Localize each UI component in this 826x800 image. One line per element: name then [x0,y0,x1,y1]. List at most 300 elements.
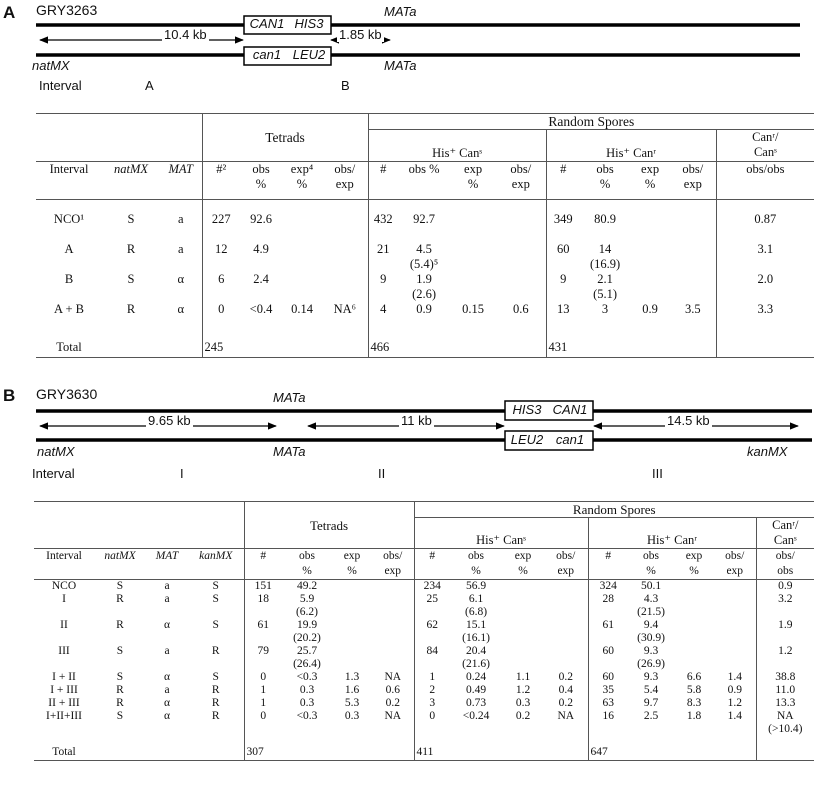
row-r-num: 60 [546,242,580,272]
row-natmx-b: S [116,580,124,592]
row-t-obs-b [282,593,332,619]
row-s-oe-b [544,580,588,594]
col-r-exp-b: exp % [674,549,714,580]
row-r-oe [670,200,716,242]
panel-a-head-random-spores: Random Spores [368,114,814,130]
row-natmx-b: S [116,671,124,683]
row-s-exp [450,272,496,302]
row-t-num-b: 61 [244,619,282,645]
panel-a-head-tetrads: Tetrads [202,114,368,162]
row-s-num: 9 [368,272,398,302]
row-t-oe-b [372,580,414,594]
row-t-exp-b [332,645,372,671]
panel-b-mat-bottom: MATa [273,444,306,459]
row-s-obs-b-value: 0.24 [465,671,487,683]
row-r-obs-value: 80.9 [594,212,616,226]
row-mat-b: a [164,593,170,605]
row-t-exp [282,200,322,242]
row-r-obs-value: 14 [598,241,612,256]
gene-leu2-label: LEU2 [292,47,326,62]
row-t-num-b: 1 [244,684,282,697]
row-t-obs: 2.4 [253,271,269,286]
panel-a-table-row [36,302,814,332]
col-t-num: #² [202,162,240,200]
panel-b-interval-ii: II [378,466,386,481]
row-t-num: 6 [202,272,240,302]
row-natmx: R [126,301,136,316]
panel-b-strain: GRY3630 [36,386,98,402]
col-r-num-b: # [588,549,628,580]
row-s-oe-b: 0.2 [558,671,573,683]
panel-a-table-row [36,242,814,272]
panel-b-head-tetrads: Tetrads [244,502,414,549]
total-label: Total [36,332,102,358]
row-mat-b: a [164,580,170,592]
col-s-exp-b: exp % [502,549,544,580]
gene-can1-label: CAN1 [249,16,285,31]
panel-a-total-row [36,332,814,358]
panel-a-head-ratio: Canʳ/ Canˢ [716,130,814,162]
panel-b-interval-label: Interval [32,466,75,481]
panel-a-mat-top: MATa [384,4,417,19]
row-r-num: 349 [546,200,580,242]
gene-can1-b-label: CAN1 [552,402,588,417]
row-s-exp: 0.15 [462,301,484,316]
row-s-num-b: 84 [414,645,450,671]
row-mat: α [177,271,185,286]
row-s-num: 432 [368,200,398,242]
panel-b-interval-iii: III [652,466,663,481]
row-r-num-b: 60 [588,645,628,671]
row-t-num-b: 151 [244,580,282,594]
row-ratio-b [756,684,814,697]
gene-can1-mut-b-label: can1 [555,432,585,447]
row-ratio-b [756,580,814,594]
total-his-cans-b: 411 [414,736,450,760]
row-t-num-b: 1 [244,697,282,710]
row-s-obs [398,200,450,242]
col-t-obs-b: obs % [282,549,332,580]
panel-b-table-row [34,593,814,619]
row-t-obs-b-extra: (20.2) [293,632,321,644]
row-r-obs [580,302,630,332]
row-s-oe-b: 0.2 [558,697,573,709]
row-t-oe-b: NA [384,671,402,683]
row-r-obs-b-value: 50.1 [640,580,662,592]
row-kanmx-b: R [211,710,220,722]
col-t-exp-b: exp % [332,549,372,580]
row-natmx-b: R [116,697,124,709]
row-r-oe-b [714,645,756,671]
row-s-obs-extra: (2.6) [412,286,437,301]
panel-a-header-row-1 [36,114,814,130]
row-s-obs-b-extra: (16.1) [462,632,490,644]
panel-b-column-head-row [34,549,814,580]
col-s-oe-b: obs/ exp [544,549,588,580]
row-r-obs-b-value: 9.3 [643,671,659,683]
row-mat-b: a [164,645,170,657]
total-his-canr: 431 [546,332,580,358]
col-s-obs-b: obs % [450,549,502,580]
row-s-obs-b [450,580,502,594]
row-r-obs-b-value: 9.4 [643,619,659,631]
col-t-obs: obs % [240,162,282,200]
panel-b-table-row [34,710,814,736]
row-s-num-b: 1 [414,671,450,684]
row-t-obs-b-value: 25.7 [296,645,318,657]
row-r-obs-extra: (16.9) [589,256,621,271]
row-t-obs-b-value: 19.9 [296,619,318,631]
row-t-obs-b [282,580,332,594]
row-s-exp-b: 1.2 [515,684,531,696]
row-r-obs-b-value: 9.7 [643,697,659,709]
panel-a-letter: A [3,3,16,22]
row-ratio-b-value: 13.3 [775,697,796,709]
panel-a-header-row-2 [36,130,814,162]
gene-can1-mut-label: can1 [252,47,282,62]
row-t-num: 227 [202,200,240,242]
row-t-oe-b: 0.6 [385,684,400,696]
row-ratio [716,302,814,332]
gene-his3-b-label: HIS3 [512,402,542,417]
panel-b-table-row [34,697,814,710]
row-r-oe-b: 1.4 [727,671,742,683]
row-t-num-b: 0 [244,710,282,736]
row-s-oe-b: NA [557,710,575,722]
row-r-num-b: 60 [588,671,628,684]
row-s-obs-b [450,645,502,671]
row-t-exp-b [332,619,372,645]
row-s-exp [450,242,496,272]
panel-b-table-row [34,671,814,684]
row-mat-b: α [163,710,171,722]
row-s-exp-b [502,593,544,619]
row-r-exp [630,242,670,272]
row-t-obs-b-value: <0.3 [296,671,318,683]
row-mat-b: α [163,671,171,683]
row-t-num-b: 0 [244,671,282,684]
row-s-num-b: 3 [414,697,450,710]
row-t-exp-b: 1.6 [344,684,360,696]
row-kanmx-b: R [211,684,220,696]
total-his-canr-b: 647 [588,736,628,760]
row-t-obs-b-value: 0.3 [299,697,315,709]
row-kanmx-b: R [211,697,220,709]
row-r-num-b: 61 [588,619,628,645]
panel-b-head-his-canr: His⁺ Canʳ [588,518,756,549]
row-interval-b: I [62,593,66,605]
row-interval-b: I + II [52,671,76,683]
row-s-oe [496,242,546,272]
col-mat-b: MAT [146,549,188,580]
row-ratio [716,200,814,242]
col-natmx-b: natMX [94,549,146,580]
row-t-exp-b [332,580,372,594]
row-s-exp-b: 0.2 [515,710,531,722]
row-interval-b: II + III [48,697,80,709]
row-s-num-b: 2 [414,684,450,697]
panel-b-table [34,501,814,761]
row-r-exp-b [674,645,714,671]
row-t-obs-b [282,697,332,710]
row-t-exp [282,242,322,272]
row-ratio [716,242,814,272]
row-r-exp-b [674,580,714,594]
row-r-num-b: 28 [588,593,628,619]
row-interval-b: III [58,645,70,657]
panel-a-interval-label: Interval [39,78,82,93]
row-r-num-b: 35 [588,684,628,697]
row-interval: B [64,271,74,286]
col-natmx: natMX [102,162,160,200]
col-r-obs: obs % [580,162,630,200]
row-s-exp-b: 0.3 [515,697,531,709]
row-s-num-b: 234 [414,580,450,594]
row-ratio-b-value: 11.0 [775,684,796,696]
row-s-obs-b-value: 0.73 [465,697,487,709]
panel-b-header-row-2 [34,518,814,549]
row-ratio-b [756,645,814,671]
row-s-obs-b [450,671,502,684]
row-interval-b: I+II+III [46,710,82,722]
panel-b-total-row [34,736,814,760]
row-t-exp-b: 1.3 [344,671,360,683]
panel-a-strain: GRY3263 [36,2,98,18]
row-r-obs-b-value: 9.3 [643,645,659,657]
panel-a-table-row [36,200,814,242]
row-r-exp-b: 5.8 [686,684,702,696]
row-r-num-b: 324 [588,580,628,594]
gene-leu2-b-label: LEU2 [510,432,544,447]
panel-b-header-row-1 [34,502,814,518]
panel-a-table [36,113,814,358]
row-r-exp-b: 8.3 [686,697,702,709]
row-s-num: 4 [368,302,398,332]
row-t-oe-b [372,645,414,671]
row-interval: NCO¹ [36,200,102,242]
panel-b-distance-1: 9.65 kb [148,413,191,428]
row-ratio-b-value: 38.8 [775,671,796,683]
row-ratio-b-extra: (>10.4) [768,723,803,735]
row-ratio-b-value: NA [776,710,794,722]
panel-b-distance-3: 14.5 kb [667,413,710,428]
row-r-exp-b: 6.6 [686,671,702,683]
row-t-oe-b: NA [384,710,402,722]
row-natmx: S [127,271,135,286]
panel-b-table-row [34,645,814,671]
panel-b-mat-top: MATa [273,390,306,405]
row-s-num-b: 25 [414,593,450,619]
panel-b-interval-i: I [180,466,184,481]
row-t-obs: 92.6 [240,200,282,242]
row-ratio-extra: 3.1 [757,241,774,256]
row-mat-b: α [163,697,171,709]
row-r-oe-b [714,619,756,645]
row-r-obs-extra: (5.1) [593,286,618,301]
row-s-num-b: 0 [414,710,450,736]
row-r-oe [670,272,716,302]
total-label-b: Total [34,736,94,760]
row-kanmx-b: S [212,619,219,631]
col-s-oe: obs/ exp [496,162,546,200]
row-natmx-b: S [116,710,124,722]
row-r-obs-b [628,580,674,594]
row-r-oe: 3.5 [684,301,701,316]
row-kanmx-b: S [212,580,219,592]
row-t-oe [322,242,368,272]
row-s-obs [398,272,450,302]
panel-a-interval-b: B [341,78,350,93]
col-s-num-b: # [414,549,450,580]
row-t-obs-b-value: 5.9 [299,593,315,605]
row-r-num: 9 [546,272,580,302]
row-s-oe: 0.6 [512,301,529,316]
row-s-obs-b-extra: (21.6) [462,658,490,670]
row-r-obs [580,272,630,302]
col-t-exp: exp⁴ % [282,162,322,200]
row-ratio [716,272,814,302]
row-s-obs-value: 4.5 [416,241,432,256]
row-t-num-b: 79 [244,645,282,671]
row-t-exp: 0.14 [291,301,313,316]
row-mat: a [177,241,184,256]
row-r-exp-b [674,619,714,645]
row-r-obs-b-value: 4.3 [643,593,659,605]
col-interval: Interval [36,162,102,200]
panel-b-natmx-label: natMX [37,444,75,459]
row-interval: A [64,241,74,256]
col-s-obs: obs % [398,162,450,200]
panel-b-letter: B [3,386,16,405]
col-ratio: obs/obs [716,162,814,200]
row-r-num: 13 [546,302,580,332]
row-s-obs [398,242,450,272]
col-t-num-b: # [244,549,282,580]
row-s-obs-b-extra: (6.8) [464,606,488,618]
panel-b-kanmx-label: kanMX [747,444,788,459]
row-s-oe-b: 0.4 [558,684,573,696]
row-t-num: 12 [202,242,240,272]
panel-b-table-row [34,580,814,594]
col-r-oe: obs/ exp [670,162,716,200]
row-ratio-b-extra: 1.2 [778,645,793,657]
row-r-oe [670,242,716,272]
row-s-exp-b [502,580,544,594]
row-t-obs-b [282,645,332,671]
panel-b-head-his-cans: His⁺ Canˢ [414,518,588,549]
row-t-num-b: 18 [244,593,282,619]
panel-a-distance-1: 10.4 kb [164,27,207,42]
panel-b-head-random-spores: Random Spores [414,502,814,518]
col-ratio-b: obs/ obs [756,549,814,580]
row-ratio-b [756,710,814,736]
row-r-obs [580,200,630,242]
row-r-obs-b [628,619,674,645]
col-kanmx-b: kanMX [188,549,244,580]
row-s-oe-b [544,593,588,619]
panel-a-natmx-label: natMX [32,58,70,73]
row-r-num-b: 63 [588,697,628,710]
row-r-oe-b: 0.9 [727,684,742,696]
col-t-oe-b: obs/ exp [372,549,414,580]
panel-a-head-his-canr: His⁺ Canʳ [546,130,716,162]
row-r-obs-b-extra: (21.5) [637,606,665,618]
row-t-obs: <0.4 [249,301,273,316]
row-t-oe-b [372,619,414,645]
col-s-num: # [368,162,398,200]
row-t-oe [322,272,368,302]
row-t-obs-b-value: <0.3 [296,710,318,722]
row-mat: a [160,200,202,242]
row-r-exp-b [674,593,714,619]
row-s-obs-b-value: 20.4 [465,645,487,657]
row-ratio-b [756,671,814,684]
row-natmx-b: R [116,684,124,696]
row-natmx: R [126,241,136,256]
row-s-num: 21 [368,242,398,272]
row-r-oe-b [714,593,756,619]
row-ratio-b [756,619,814,645]
row-interval: A + B [54,301,84,316]
row-r-oe-b: 1.4 [727,710,742,722]
row-natmx: S [102,200,160,242]
row-t-oe-b [372,593,414,619]
row-ratio-b-extra: 1.9 [778,619,793,631]
row-r-obs-b-value: 5.4 [643,684,659,696]
row-t-obs-b [282,684,332,697]
row-r-obs-b [628,697,674,710]
col-interval-b: Interval [34,549,94,580]
row-s-exp-b [502,619,544,645]
row-interval-b: I + III [50,684,78,696]
total-tetrads: 245 [202,332,240,358]
row-natmx-b: R [116,593,124,605]
row-s-obs-value: 0.9 [416,301,432,316]
row-s-obs-value: 92.7 [413,212,435,226]
col-t-oe: obs/ exp [322,162,368,200]
total-his-cans: 466 [368,332,398,358]
col-r-exp: exp % [630,162,670,200]
row-ratio-extra: 2.0 [757,271,774,286]
row-s-obs-b [450,710,502,736]
panel-b-distance-2: 11 kb [401,413,432,428]
row-s-exp-b [502,645,544,671]
row-r-exp: 0.9 [642,301,658,316]
col-s-exp: exp % [450,162,496,200]
row-kanmx-b: R [211,645,220,657]
row-s-oe [496,200,546,242]
row-ratio-value: 0.87 [754,212,777,226]
col-r-num: # [546,162,580,200]
row-t-exp-b [332,593,372,619]
gene-his3-label: HIS3 [294,16,324,31]
row-r-oe-b: 1.2 [727,697,742,709]
row-interval-b: II [60,619,68,631]
row-r-obs-value: 2.1 [597,271,613,286]
row-r-obs-b [628,684,674,697]
panel-a-table-row [36,272,814,302]
row-s-oe-b [544,645,588,671]
row-s-obs-b-value: 6.1 [468,593,484,605]
row-t-obs-b-value: 49.2 [296,580,318,592]
row-t-exp-b: 0.3 [344,710,360,722]
row-t-obs-b [282,671,332,684]
row-s-exp-b: 1.1 [515,671,531,683]
panel-a-mat-bottom: MATa [384,58,417,73]
panel-a-column-head-row [36,162,814,200]
row-ratio-b-value: 0.9 [778,580,793,592]
row-s-obs-b-value: 15.1 [465,619,487,631]
